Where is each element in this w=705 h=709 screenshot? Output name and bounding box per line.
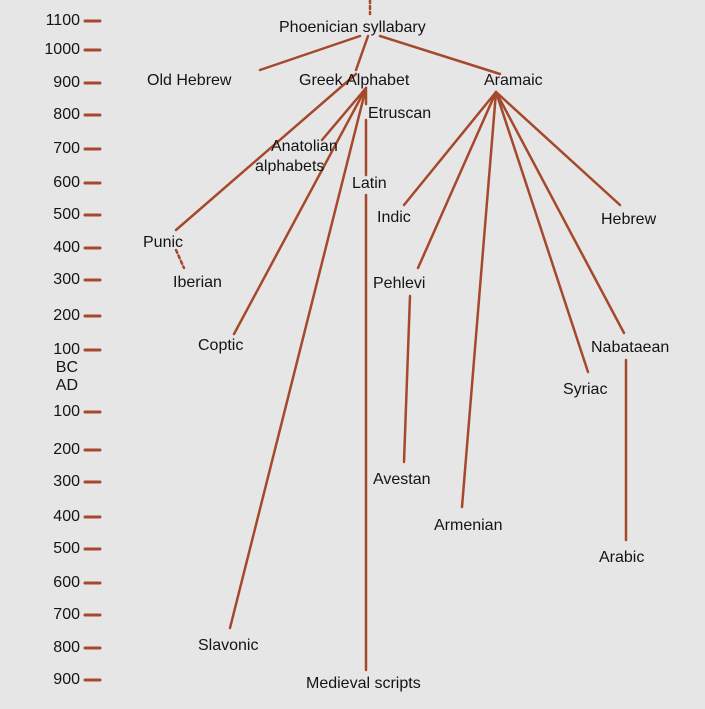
era-ad-label: AD <box>55 377 78 394</box>
node-pehlevi: Pehlevi <box>373 275 426 292</box>
node-nabataean: Nabataean <box>591 339 670 356</box>
node-punic: Punic <box>143 234 184 251</box>
tick-label: 100 <box>53 341 80 358</box>
tick-label: 800 <box>53 106 80 123</box>
tick-label: 500 <box>53 206 80 223</box>
node-coptic: Coptic <box>198 337 244 354</box>
edge-pehlevi-avestan <box>404 296 410 462</box>
edge-phoenician-greek <box>356 36 368 70</box>
node-avestan: Avestan <box>373 471 431 488</box>
tick-label: 400 <box>53 239 80 256</box>
tick-label: 700 <box>53 140 80 157</box>
node-iberian: Iberian <box>173 274 222 291</box>
tick-label: 300 <box>53 473 80 490</box>
tick-label: 900 <box>53 74 80 91</box>
node-medieval-scripts: Medieval scripts <box>306 675 421 692</box>
edge-phoenician-aramaic <box>380 36 500 74</box>
node-anatolian-line1: Anatolian <box>271 138 338 155</box>
node-old-hebrew: Old Hebrew <box>147 72 232 89</box>
tick-label: 600 <box>53 174 80 191</box>
node-slavonic: Slavonic <box>198 637 259 654</box>
tick-label: 300 <box>53 271 80 288</box>
node-latin: Latin <box>352 175 387 192</box>
node-arabic: Arabic <box>599 549 645 566</box>
node-phoenician: Phoenician syllabary <box>279 19 426 36</box>
tick-label: 700 <box>53 606 80 623</box>
node-aramaic: Aramaic <box>484 72 543 89</box>
edge-phoenician-oldhebrew <box>260 36 360 70</box>
tick-label: 200 <box>53 441 80 458</box>
tick-label: 100 <box>53 403 80 420</box>
node-syriac: Syriac <box>563 381 608 398</box>
tick-label: 400 <box>53 508 80 525</box>
tick-label: 1100 <box>45 12 80 29</box>
timeline-ticks <box>85 21 100 680</box>
node-anatolian-line2: alphabets <box>255 158 325 175</box>
edge-greek-coptic <box>234 88 366 334</box>
tick-label: 1000 <box>44 41 80 58</box>
node-armenian: Armenian <box>434 517 503 534</box>
tick-label: 900 <box>53 671 80 688</box>
node-indic: Indic <box>377 209 411 226</box>
node-etruscan: Etruscan <box>368 105 432 122</box>
node-greek: Greek Alphabet <box>299 72 410 89</box>
era-bc-label: BC <box>55 359 78 376</box>
node-hebrew: Hebrew <box>601 211 657 228</box>
tick-label: 500 <box>53 540 80 557</box>
tick-label: 800 <box>53 639 80 656</box>
edge-punic-iberian <box>176 250 184 268</box>
tick-label: 600 <box>53 574 80 591</box>
tick-label: 200 <box>53 307 80 324</box>
